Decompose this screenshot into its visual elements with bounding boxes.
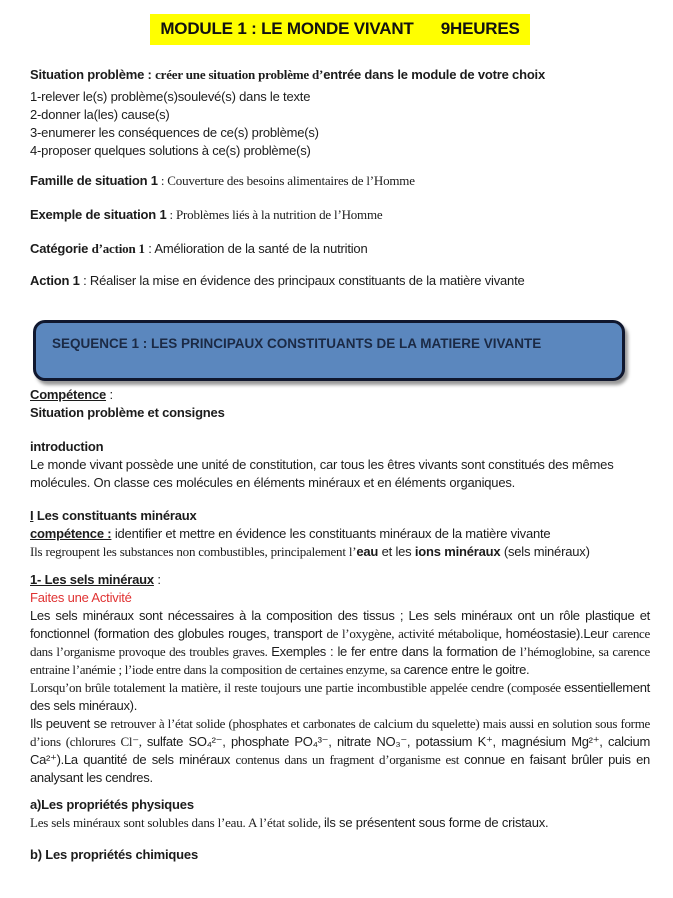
sels-paragraph-2: Lorsqu’on brûle totalement la matière, il reste toujours une partie incombustible appelée cendre (composée essentiellement des sels minéraux). (30, 680, 650, 713)
consigne-item: 3-enumerer les conséquences de ce(s) problème(s) (30, 125, 319, 140)
consigne-item: 1-relever le(s) problème(s)soulevé(s) dans le texte (30, 89, 311, 104)
famille-situation-line: Famille de situation 1 : Couverture des besoins alimentaires de l’Homme (30, 173, 415, 188)
physical-properties-text: Les sels minéraux sont solubles dans l’eau. A l’état solide, ils se présentent sous forme de cristaux. (30, 815, 549, 830)
introduction-heading: introduction (30, 439, 104, 454)
document-content (30, 14, 650, 864)
introduction-paragraph: Le monde vivant possède une unité de constitution, car tous les êtres vivants sont constitués des mêmes molécules. On classe ces molécules en éléments minéraux et en éléments organiques. (30, 457, 614, 490)
sels-paragraph-1: Les sels minéraux sont nécessaires à la composition des tissus ; Les sels minéraux ont un rôle plastique et fonctionnel (formation des globules rouges, transport de l’oxygène, activité métabolique, homéostasie).Leur carence dans l’organisme provoque des troubles graves. Exemples : le fer entre dans la formation de l’hémoglobine, sa carence entraine l’anémie ; l’iode entre dans la composition de certaines enzyme, sa carence entre le goitre. (30, 608, 651, 677)
consigne-item: 2-donner la(les) cause(s) (30, 107, 170, 122)
action-line: Action 1 : Réaliser la mise en évidence des principaux constituants de la matière vivante (30, 273, 525, 288)
sequence-banner-label: SEQUENCE 1 : LES PRINCIPAUX CONSTITUANTS DE LA MATIERE VIVANTE (52, 336, 542, 351)
mineral-section-heading: I Les constituants minéraux (30, 508, 197, 523)
document-title: MODULE 1 : LE MONDE VIVANT 9HEURES (150, 14, 529, 45)
situation-problem-line: Situation problème : créer une situation problème d’entrée dans le module de votre choix (30, 67, 545, 82)
competence-heading: Compétence : (30, 387, 113, 402)
sels-paragraph-3: Ils peuvent se retrouver à l’état solide (phosphates et carbonates de calcium du squelette) mais aussi en solution sous forme d’ions (chlorures Cl⁻, sulfate SO₄²⁻, phosphate PO₄³⁻, nitrate NO₃⁻, potassium K⁺, magnésium Mg²⁺, calcium Ca²⁺).La quantité de sels minéraux contenus dans un fragment d’organisme est connue en faisant brûler puis en analysant les cendres. (30, 716, 650, 785)
exemple-situation-line: Exemple de situation 1 : Problèmes liés à la nutrition de l’Homme (30, 207, 383, 222)
mineral-competence-line: compétence : identifier et mettre en évidence les constituants minéraux de la matière vivante (30, 526, 551, 541)
sels-mineraux-heading: 1- Les sels minéraux : (30, 572, 161, 587)
sequence-banner (33, 320, 625, 381)
chemical-properties-heading: b) Les propriétés chimiques (30, 847, 198, 862)
consignes-list (30, 88, 650, 160)
activity-note: Faites une Activité (30, 590, 132, 605)
mineral-body-line: Ils regroupent les substances non combustibles, principalement l’eau et les ions minéraux (sels minéraux) (30, 544, 590, 559)
consigne-item: 4-proposer quelques solutions à ce(s) problème(s) (30, 143, 311, 158)
categorie-action-line: Catégorie d’action 1 : Amélioration de la santé de la nutrition (30, 241, 368, 256)
physical-properties-heading: a)Les propriétés physiques (30, 797, 194, 812)
competence-subheading: Situation problème et consignes (30, 405, 225, 420)
